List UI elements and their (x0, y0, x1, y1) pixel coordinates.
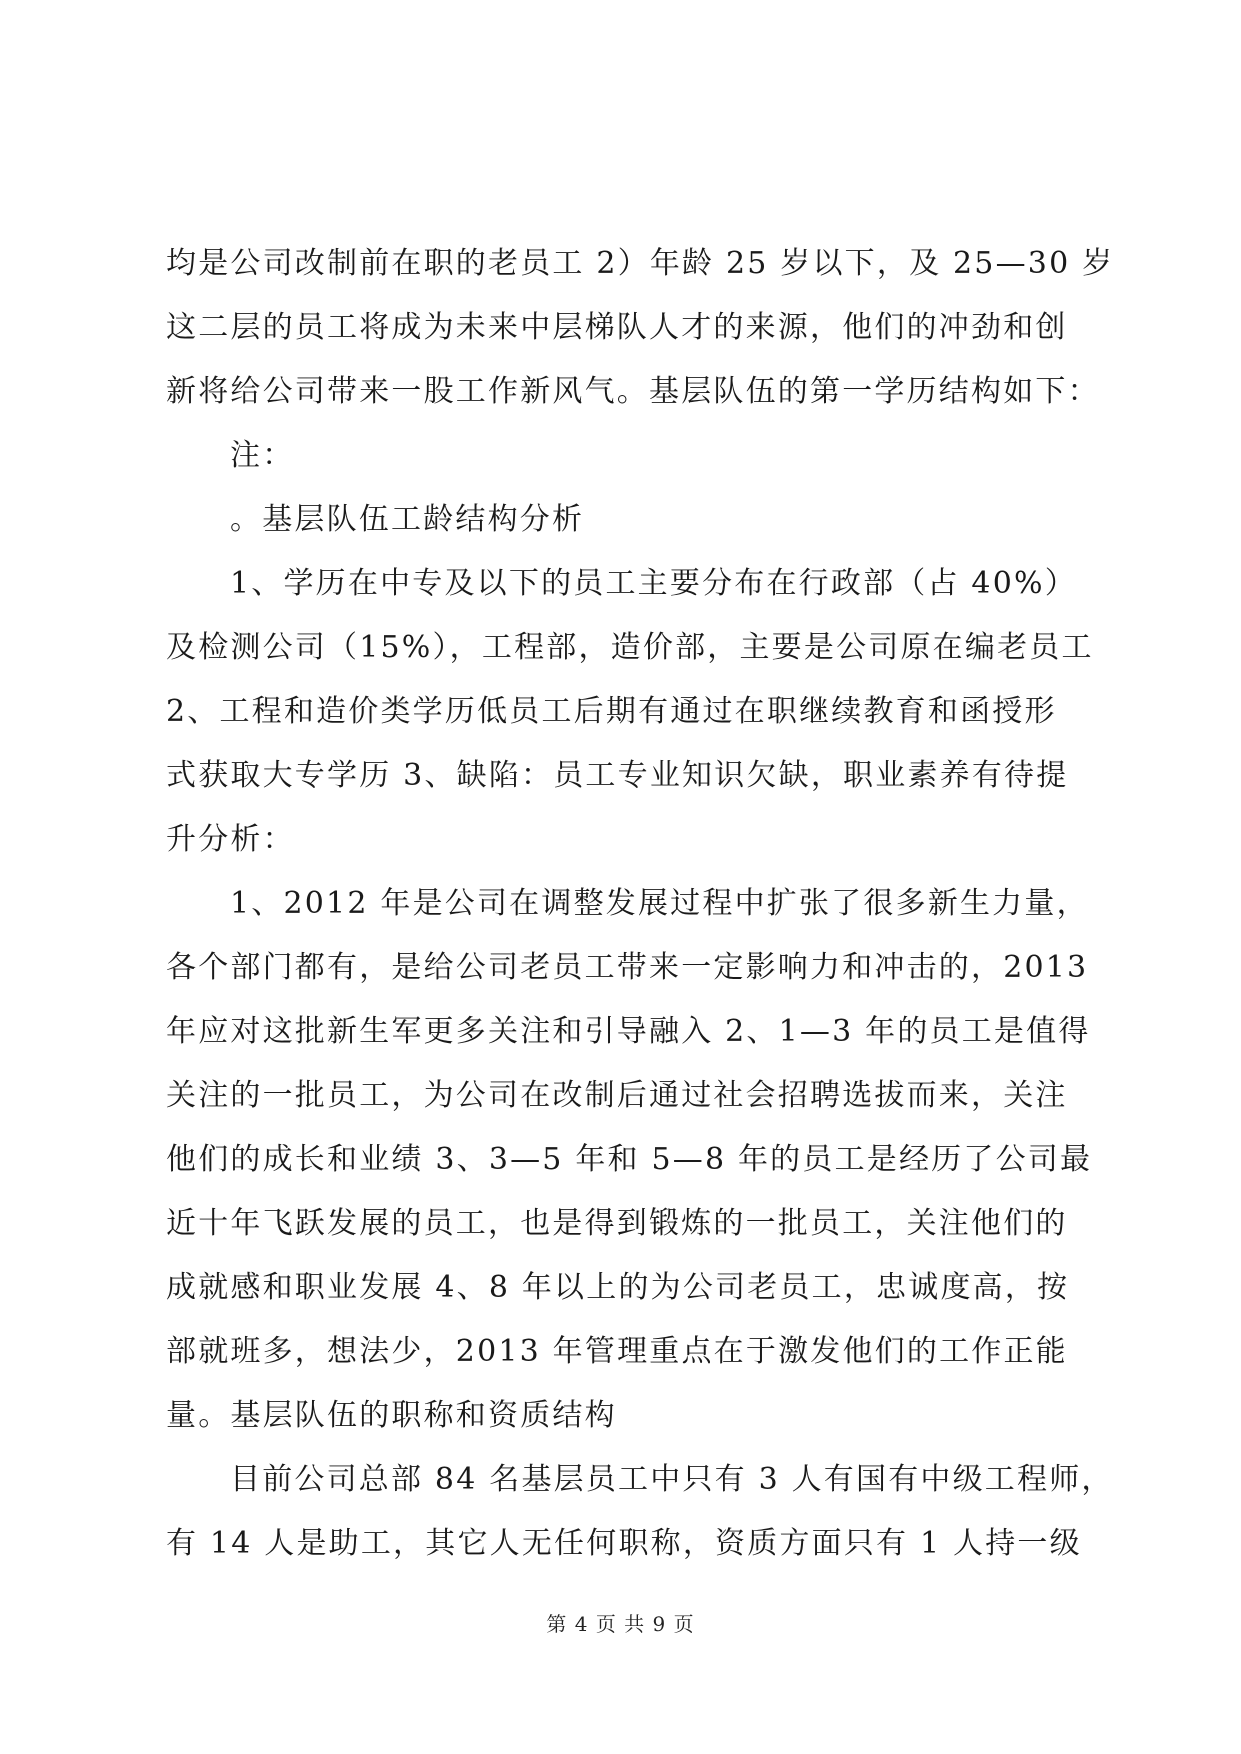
text-line: 注： (230, 438, 295, 473)
text-line: 各个部门都有，是给公司老员工带来一定影响力和冲击的，2013 (166, 950, 1089, 985)
text-line: 年应对这批新生军更多关注和引导融入 2、1—3 年的员工是值得 (166, 1014, 1091, 1049)
text-line: 1、学历在中专及以下的员工主要分布在行政部（占 40%） (230, 566, 1077, 601)
text-line: 成就感和职业发展 4、8 年以上的为公司老员工，忠诚度高，按 (166, 1270, 1070, 1305)
text-line: 目前公司总部 84 名基层员工中只有 3 人有国有中级工程师， (230, 1462, 1114, 1497)
text-line: 这二层的员工将成为未来中层梯队人才的来源，他们的冲劲和创 (166, 310, 1068, 345)
text-line: 新将给公司带来一股工作新风气。基层队伍的第一学历结构如下： (166, 374, 1100, 409)
text-line: 及检测公司（15%），工程部，造价部，主要是公司原在编老员工 (166, 630, 1094, 665)
text-line: 关注的一批员工，为公司在改制后通过社会招聘选拔而来，关注 (166, 1078, 1068, 1113)
text-line: 1、2012 年是公司在调整发展过程中扩张了很多新生力量， (230, 886, 1089, 921)
text-line: 均是公司改制前在职的老员工 2）年龄 25 岁以下，及 25—30 岁 (166, 246, 1115, 281)
body-text (166, 232, 1115, 1576)
text-line: 有 14 人是助工，其它人无任何职称，资质方面只有 1 人持一级 (166, 1526, 1082, 1561)
text-line: 近十年飞跃发展的员工，也是得到锻炼的一批员工，关注他们的 (166, 1206, 1068, 1241)
text-line: 量。基层队伍的职称和资质结构 (166, 1398, 617, 1433)
text-line: 式获取大专学历 3、缺陷：员工专业知识欠缺，职业素养有待提 (166, 758, 1069, 793)
text-line: 。基层队伍工龄结构分析 (230, 502, 585, 537)
text-line: 2、工程和造价类学历低员工后期有通过在职继续教育和函授形 (166, 694, 1057, 729)
text-line: 部就班多，想法少，2013 年管理重点在于激发他们的工作正能 (166, 1334, 1068, 1369)
text-line: 他们的成长和业绩 3、3—5 年和 5—8 年的员工是经历了公司最 (166, 1142, 1093, 1177)
text-line: 升分析： (166, 822, 295, 857)
page-footer: 第 4 页 共 9 页 (546, 1612, 695, 1636)
